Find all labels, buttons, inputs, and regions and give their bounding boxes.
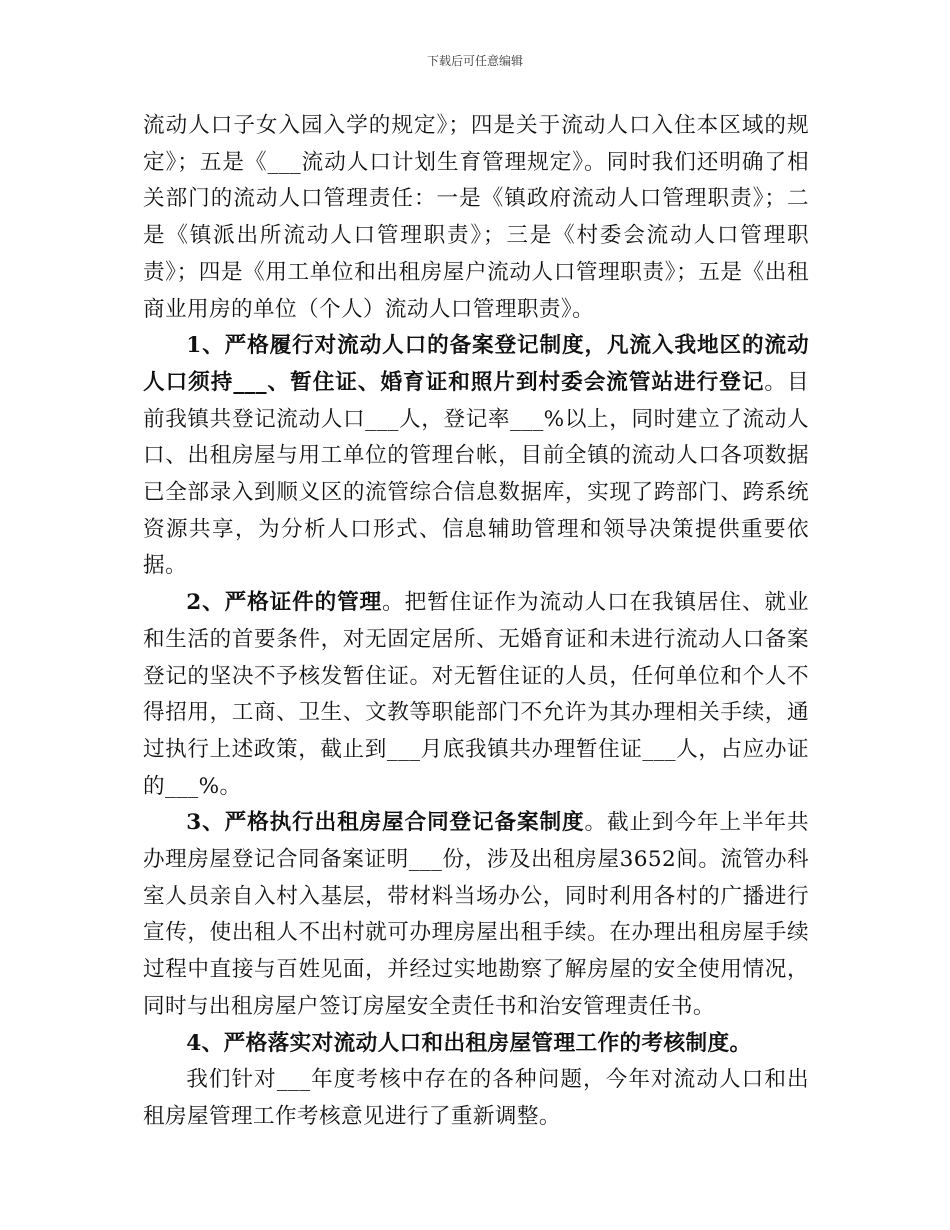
paragraph-text: 。截止到今年上半年共办理房屋登记合同备案证明___份，涉及出租房屋3652间。流管办科室人员亲自入村入基层，带材料当场办公，同时利用各村的广播进行宣传，使出租人不出村就可办理房屋出租手续。在办理出租房屋手续过程中直接与百姓见面，并经过实地勘察了解房屋的安全使用情况，同时与出租房屋户签订房屋安全责任书和治安管理责任书。 (143, 810, 809, 1019)
paragraph-certificates (143, 585, 809, 805)
paragraph-heading: 2、严格证件的管理 (186, 590, 383, 616)
paragraph-text: 我们针对___年度考核中存在的各种问题，今年对流动人口和出租房屋管理工作考核意见进行了重新调整。 (143, 1067, 809, 1129)
paragraph-rental-contracts (143, 805, 809, 1025)
page-header: 下载后可任意编辑 (426, 54, 523, 68)
document-body (143, 108, 809, 1136)
paragraph-text: 。目前我镇共登记流动人口___人，登记率___%以上，同时建立了流动人口、出租房屋与用工单位的管理台帐，目前全镇的流动人口各项数据已全部录入到顺义区的流管综合信息数据库，实现了跨部门、跨系统资源共享，为分析人口形式、信息辅助管理和领导决策提供重要依据。 (143, 369, 809, 579)
paragraph-text: 流动人口子女入园入学的规定》；四是关于流动人口入住本区域的规定》；五是《___流动人口计划生育管理规定》。同时我们还明确了相关部门的流动人口管理责任：一是《镇政府流动人口管理职责》；二是《镇派出所流动人口管理职责》；三是《村委会流动人口管理职责》；四是《用工单位和出租房屋户流动人口管理职责》；五是《出租商业用房的单位（个人）流动人口管理职责》。 (143, 113, 809, 322)
paragraph-registration (143, 328, 809, 585)
paragraph-heading: 3、严格执行出租房屋合同登记备案制度 (186, 810, 585, 836)
paragraph-text: 。把暂住证作为流动人口在我镇居住、就业和生活的首要条件，对无固定居所、无婚育证和未进行流动人口备案登记的坚决不予核发暂住证。对无暂住证的人员，任何单位和个人不得招用，工商、卫生、文教等职能部门不允许为其办理相关手续，通过执行上述政策，截止到___月底我镇共办理暂住证___人，占应办证的___%。 (143, 590, 809, 799)
paragraph-continuation (143, 108, 809, 328)
paragraph-heading: 1、严格履行对流动人口的备案登记制度，凡流入我地区的流动人口须持___、暂住证、婚育证和照片到村委会流管站进行登记 (143, 333, 809, 395)
paragraph-assessment (143, 1026, 809, 1063)
paragraph-heading: 4、严格落实对流动人口和出租房屋管理工作的考核制度。 (186, 1030, 752, 1056)
paragraph-adjustment (143, 1062, 809, 1135)
